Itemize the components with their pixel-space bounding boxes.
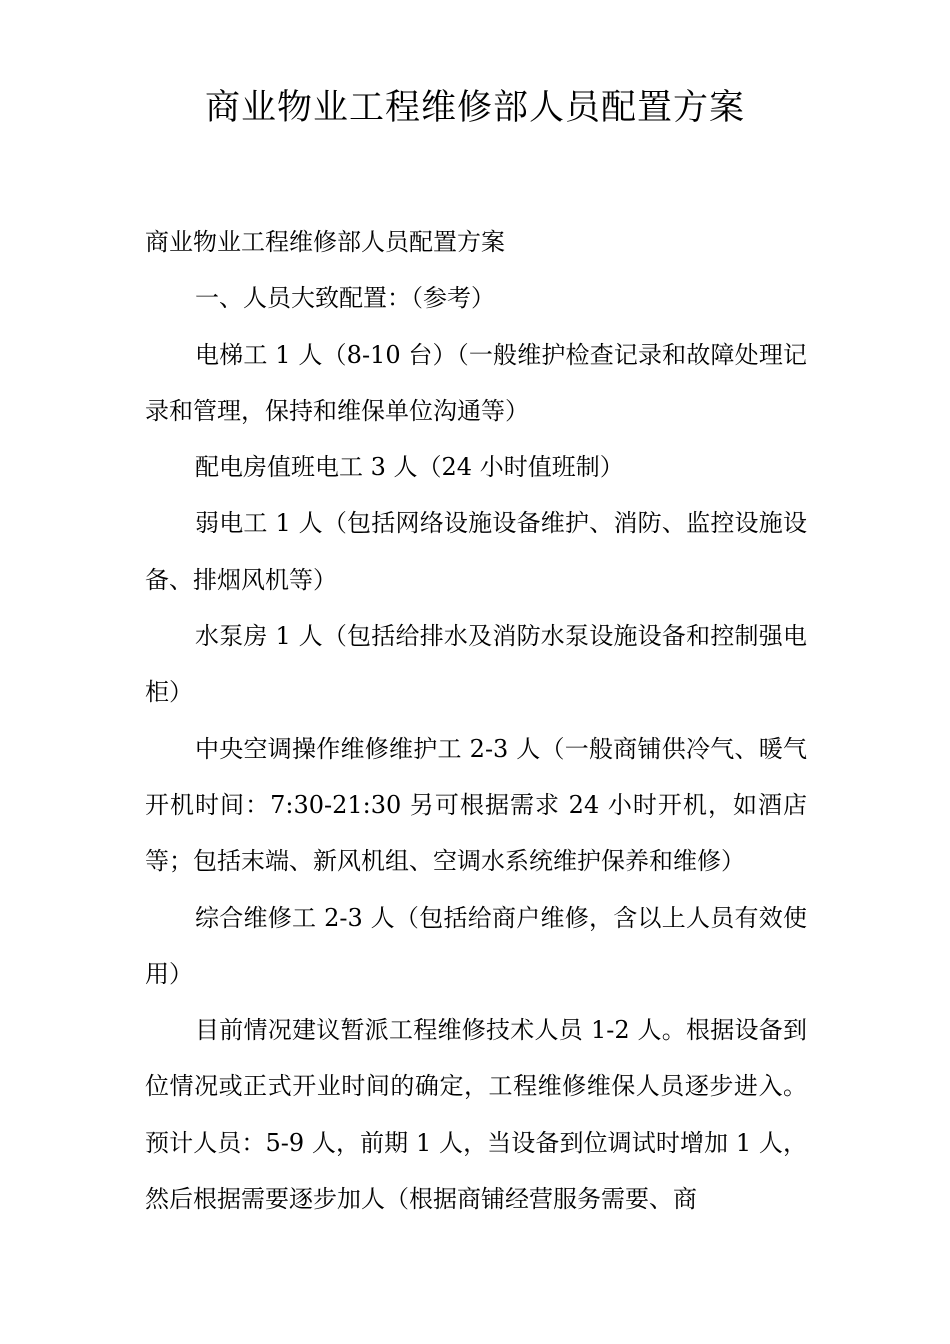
paragraph-recommendation: 目前情况建议暂派工程维修技术人员 1-2 人。根据设备到位情况或正式开业时间的确定，工程维修维保人员逐步进入。预计人员：5-9 人，前期 1 人，当设备到位调试时增加 1 人，然后根据需要逐步加人（根据商铺经营服务需要、商 [145,1016,807,1214]
paragraph-maintenance: 综合维修工 2-3 人（包括给商户维修，含以上人员有效使用） [145,903,807,988]
paragraph-low-voltage: 弱电工 1 人（包括网络设施设备维护、消防、监控设施设备、排烟风机等） [145,509,807,594]
document-title: 商业物业工程维修部人员配置方案 [204,88,745,128]
paragraph-elevator: 电梯工 1 人（8-10 台）（一般维护检查记录和故障处理记录和管理，保持和维保单位沟通等） [145,340,807,425]
paragraph-pump-room: 水泵房 1 人（包括给排水及消防水泵设施设备和控制强电柜） [145,622,807,707]
paragraph-electrician: 配电房值班电工 3 人（24 小时值班制） [195,453,624,482]
paragraph-hvac: 中央空调操作维修维护工 2-3 人（一般商铺供冷气、暖气开机时间：7:30-21:30 另可根据需求 24 小时开机，如酒店等；包括末端、新风机组、空调水系统维护保养和维修） [145,734,807,876]
section-heading: 一、人员大致配置：（参考） [195,284,495,313]
body-heading: 商业物业工程维修部人员配置方案 [145,228,505,256]
document-body [145,214,807,1227]
